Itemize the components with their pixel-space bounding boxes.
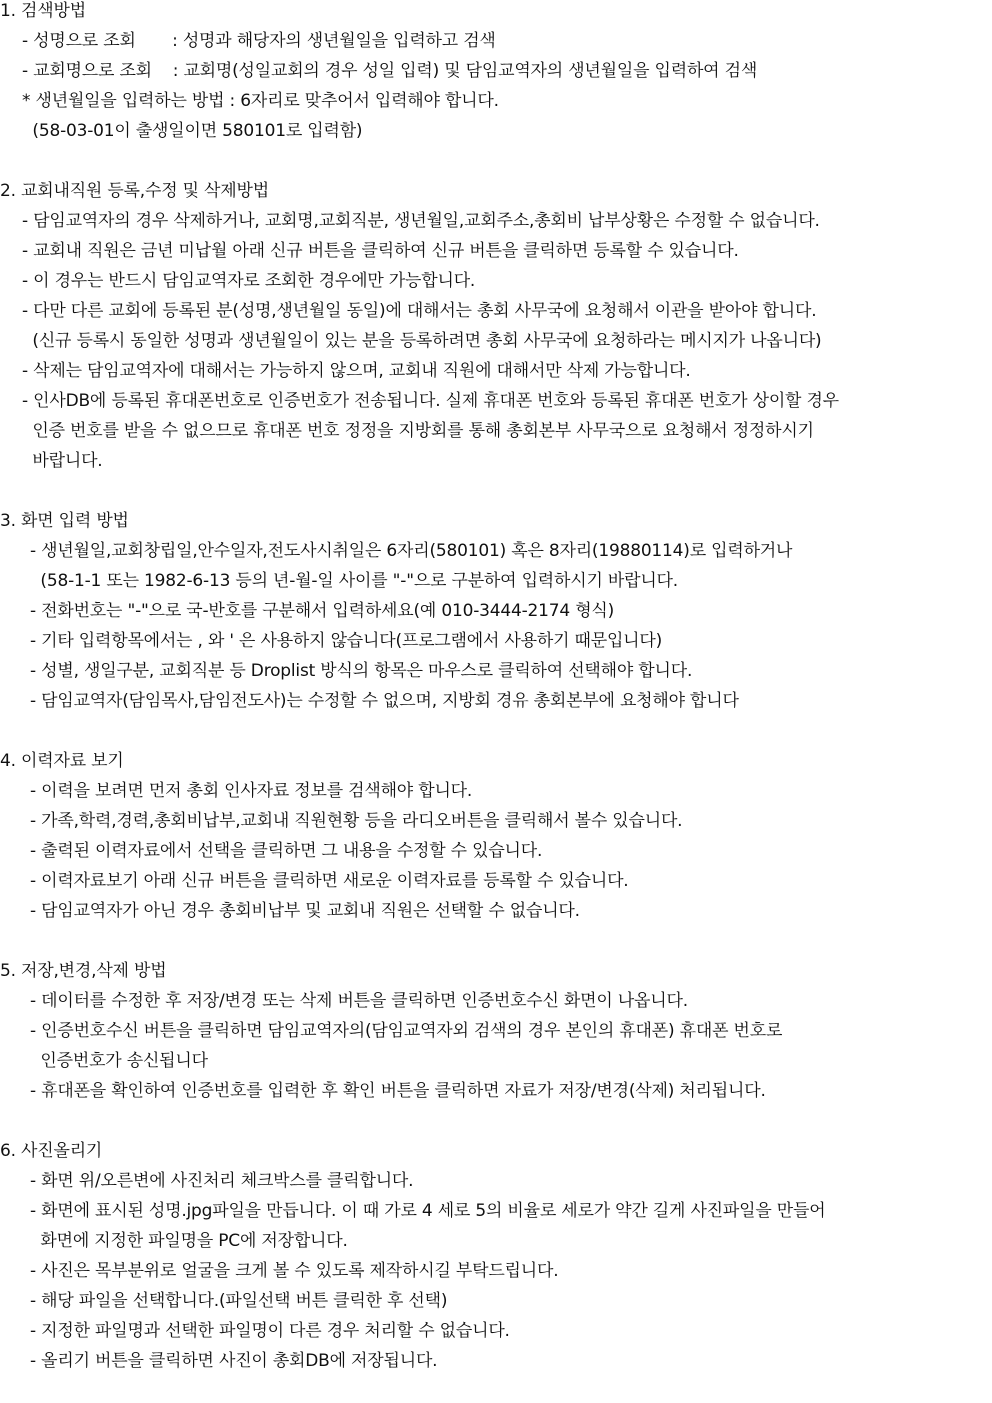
list-item: - 올리기 버튼을 클릭하면 사진이 총회DB에 저장됩니다. (30, 1351, 438, 1371)
list-item: - 화면에 표시된 성명.jpg파일을 만듭니다. 이 때 가로 4 세로 5의 비율로 세로가 약간 길게 사진파일을 만들어 (30, 1201, 826, 1221)
section-heading: 5. 저장,변경,삭제 방법 (0, 961, 167, 981)
list-item: - 담임교역자가 아닌 경우 총회비납부 및 교회내 직원은 선택할 수 없습니다. (30, 901, 580, 921)
list-item: - 생년월일,교회창립일,안수일자,전도사시취일은 6자리(580101) 혹은 8자리(19880114)로 입력하거나 (30, 541, 793, 561)
list-item: - 이 경우는 반드시 담임교역자로 조회한 경우에만 가능합니다. (22, 271, 476, 291)
list-item: - 지정한 파일명과 선택한 파일명이 다른 경우 처리할 수 없습니다. (30, 1321, 510, 1341)
list-item: 인증번호가 송신됩니다 (30, 1051, 208, 1071)
list-item: (신규 등록시 동일한 성명과 생년월일이 있는 분을 등록하려면 총회 사무국에 요청하라는 메시지가 나옵니다) (22, 331, 822, 351)
list-item: - 이력을 보려면 먼저 총회 인사자료 정보를 검색해야 합니다. (30, 781, 473, 801)
list-item: - 사진은 목부분위로 얼굴을 크게 볼 수 있도록 제작하시길 부탁드립니다. (30, 1261, 559, 1281)
list-item: - 인사DB에 등록된 휴대폰번호로 인증번호가 전송됩니다. 실제 휴대폰 번호와 등록된 휴대폰 번호가 상이할 경우 (22, 391, 839, 411)
list-item: - 담임교역자의 경우 삭제하거나, 교회명,교회직분, 생년월일,교회주소,총회비 납부상황은 수정할 수 없습니다. (22, 211, 820, 231)
list-item: - 가족,학력,경력,총회비납부,교회내 직원현황 등을 라디오버튼을 클릭해서 볼수 있습니다. (30, 811, 683, 831)
list-item: (58-03-01이 출생일이면 580101로 입력함) (22, 121, 363, 141)
list-item: - 성별, 생일구분, 교회직분 등 Droplist 방식의 항목은 마우스로 클릭하여 선택해야 합니다. (30, 661, 693, 681)
section-heading: 4. 이력자료 보기 (0, 751, 124, 771)
list-item: - 출력된 이력자료에서 선택을 클릭하면 그 내용을 수정할 수 있습니다. (30, 841, 543, 861)
section-heading: 3. 화면 입력 방법 (0, 511, 129, 531)
list-item: 바랍니다. (22, 451, 103, 471)
list-item: - 해당 파일을 선택합니다.(파일선택 버튼 클릭한 후 선택) (30, 1291, 448, 1311)
list-item: - 기타 입력항목에서는 , 와 ' 은 사용하지 않습니다(프로그램에서 사용하기 때문입니다) (30, 631, 663, 651)
section-heading: 1. 검색방법 (0, 1, 86, 21)
list-item: - 휴대폰을 확인하여 인증번호를 입력한 후 확인 버튼을 클릭하면 자료가 저장/변경(삭제) 처리됩니다. (30, 1081, 766, 1101)
list-item: * 생년월일을 입력하는 방법 : 6자리로 맞추어서 입력해야 합니다. (22, 91, 499, 111)
list-item: - 성명으로 조회 : 성명과 해당자의 생년월일을 입력하고 검색 (22, 31, 496, 51)
list-item: 인증 번호를 받을 수 없으므로 휴대폰 번호 정정을 지방회를 통해 총회본부 사무국으로 요청해서 정정하시기 (22, 421, 814, 441)
section-heading: 6. 사진올리기 (0, 1141, 103, 1161)
list-item: - 인증번호수신 버튼을 클릭하면 담임교역자의(담임교역자외 검색의 경우 본인의 휴대폰) 휴대폰 번호로 (30, 1021, 783, 1041)
list-item: - 이력자료보기 아래 신규 버튼을 클릭하면 새로운 이력자료를 등록할 수 있습니다. (30, 871, 629, 891)
list-item: - 교회내 직원은 금년 미납월 아래 신규 버튼을 클릭하여 신규 버튼을 클릭하면 등록할 수 있습니다. (22, 241, 739, 261)
list-item: - 담임교역자(담임목사,담임전도사)는 수정할 수 없으며, 지방회 경유 총회본부에 요청해야 합니다 (30, 691, 739, 711)
list-item: - 다만 다른 교회에 등록된 분(성명,생년월일 동일)에 대해서는 총회 사무국에 요청해서 이관을 받아야 합니다. (22, 301, 817, 321)
list-item: - 전화번호는 "-"으로 국-반호를 구분해서 입력하세요(예 010-3444-2174 형식) (30, 601, 615, 621)
list-item: (58-1-1 또는 1982-6-13 등의 년-월-일 사이를 "-"으로 구분하여 입력하시기 바랍니다. (30, 571, 678, 591)
list-item: 화면에 지정한 파일명을 PC에 저장합니다. (30, 1231, 348, 1251)
list-item: - 데이터를 수정한 후 저장/변경 또는 삭제 버튼을 클릭하면 인증번호수신 화면이 나옵니다. (30, 991, 688, 1011)
list-item: - 교회명으로 조회 : 교회명(성일교회의 경우 성일 입력) 및 담임교역자의 생년월일을 입력하여 검색 (22, 61, 758, 81)
list-item: - 삭제는 담임교역자에 대해서는 가능하지 않으며, 교회내 직원에 대해서만 삭제 가능합니다. (22, 361, 691, 381)
section-heading: 2. 교회내직원 등록,수정 및 삭제방법 (0, 181, 269, 201)
list-item: - 화면 위/오른변에 사진처리 체크박스를 클릭합니다. (30, 1171, 414, 1191)
